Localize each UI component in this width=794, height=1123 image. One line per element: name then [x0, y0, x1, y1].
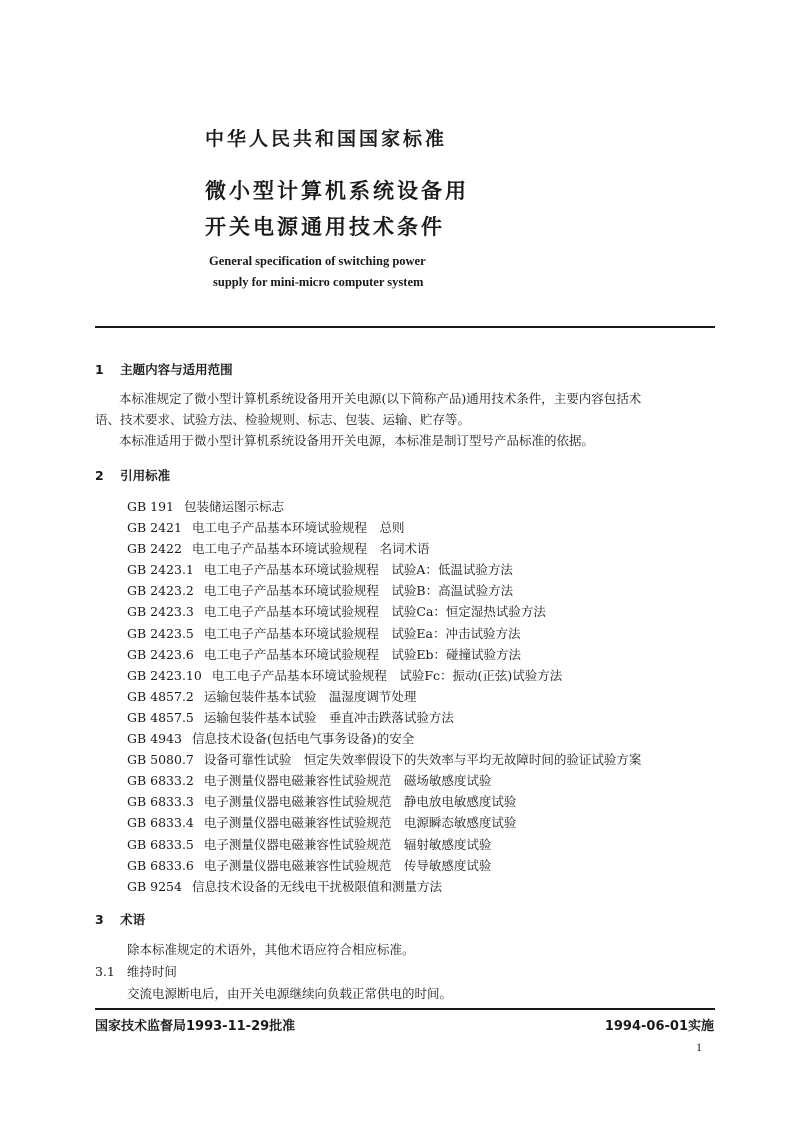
list-item — [127, 791, 641, 812]
ref-title: 电子测量仪器电磁兼容性试验规范 磁场敏感度试验 — [203, 773, 492, 789]
ref-code: GB 2423.5 — [127, 625, 194, 641]
approval-line: 国家技术监督局1993-11-29批准 — [95, 1019, 296, 1034]
section2-number: 2 — [95, 468, 104, 483]
ref-title: 电子测量仪器电磁兼容性试验规范 电源瞬态敏感度试验 — [203, 815, 517, 831]
section1-number: 1 — [95, 362, 104, 377]
section1-para1-line2: 语、技术要求、试验方法、检验规则、标志、包装、运输、贮存等。 — [95, 412, 471, 427]
page-number: 1 — [696, 1040, 702, 1054]
list-item — [127, 728, 641, 749]
section3-1-heading — [95, 962, 177, 982]
list-item — [127, 601, 641, 622]
header-divider — [95, 326, 715, 328]
section3-1-title: 维持时间 — [126, 964, 177, 979]
ref-code: GB 4857.2 — [127, 688, 194, 704]
ref-code: GB 6833.3 — [127, 794, 194, 810]
ref-code: GB 6833.2 — [127, 773, 194, 789]
list-item — [127, 559, 641, 580]
ref-title: 电子测量仪器电磁兼容性试验规范 静电放电敏感度试验 — [203, 794, 517, 810]
ref-title: 信息技术设备(包括电气事务设备)的安全 — [191, 731, 415, 747]
ref-code: GB 4943 — [127, 731, 182, 747]
section1-para1-line1: 本标准规定了微小型计算机系统设备用开关电源(以下简称产品)通用技术条件，主要内容包括术 — [119, 391, 642, 406]
list-item — [127, 665, 641, 686]
ref-title: 包装储运图示标志 — [184, 499, 285, 514]
ref-title: 电工电子产品基本环境试验规程 总则 — [191, 520, 405, 536]
list-item — [127, 517, 641, 538]
ref-title: 信息技术设备的无线电干扰极限值和测量方法 — [191, 878, 442, 894]
list-item — [127, 580, 641, 601]
implementation-line: 1994-06-01实施 — [604, 1019, 714, 1034]
ref-title: 运输包装件基本试验 垂直冲击跌落试验方法 — [203, 709, 454, 725]
title-en-line2: supply for mini-micro computer system — [213, 275, 424, 289]
ref-code: GB 6833.5 — [127, 836, 194, 852]
standard-type: 中华人民共和国国家标准 — [205, 128, 448, 150]
list-item — [127, 496, 641, 517]
section3-number: 3 — [95, 912, 104, 927]
section2-title: 引用标准 — [120, 468, 171, 483]
ref-title: 电工电子产品基本环境试验规程 试验B：高温试验方法 — [203, 583, 514, 599]
ref-title: 电工电子产品基本环境试验规程 名词术语 — [191, 541, 430, 557]
list-item — [127, 749, 641, 770]
ref-code: GB 6833.4 — [127, 815, 194, 831]
footer-divider — [95, 1008, 715, 1010]
reference-list — [127, 496, 641, 897]
ref-title: 电子测量仪器电磁兼容性试验规范 传导敏感度试验 — [203, 857, 492, 873]
ref-code: GB 9254 — [127, 878, 182, 894]
section3-1-text: 交流电源断电后，由开关电源继续向负载正常供电的时间。 — [127, 986, 453, 1001]
list-item — [127, 855, 641, 876]
list-item — [127, 707, 641, 728]
list-item — [127, 770, 641, 791]
ref-title: 电工电子产品基本环境试验规程 试验Ca：恒定湿热试验方法 — [203, 604, 546, 620]
ref-title: 电子测量仪器电磁兼容性试验规范 辐射敏感度试验 — [203, 836, 492, 852]
ref-code: GB 2423.10 — [127, 667, 202, 683]
list-item — [127, 538, 641, 559]
list-item — [127, 623, 641, 644]
ref-code: GB 2423.3 — [127, 604, 194, 620]
title-cn-line1: 微小型计算机系统设备用 — [205, 179, 469, 203]
ref-title: 设备可靠性试验 恒定失效率假设下的失效率与平均无故障时间的验证试验方案 — [203, 752, 642, 768]
ref-code: GB 2422 — [127, 541, 182, 557]
list-item — [127, 644, 641, 665]
list-item — [127, 812, 641, 833]
section3-heading — [95, 910, 145, 928]
section1-heading — [95, 360, 233, 378]
ref-code: GB 2423.1 — [127, 562, 194, 578]
ref-title: 运输包装件基本试验 温湿度调节处理 — [203, 688, 417, 704]
section3-1-number: 3.1 — [95, 964, 115, 979]
ref-code: GB 2423.6 — [127, 646, 194, 662]
ref-title: 电工电子产品基本环境试验规程 试验Ea：冲击试验方法 — [203, 625, 521, 641]
ref-title: 电工电子产品基本环境试验规程 试验A：低温试验方法 — [203, 562, 513, 578]
list-item — [127, 834, 641, 855]
section1-title: 主题内容与适用范围 — [120, 362, 233, 377]
ref-code: GB 2421 — [127, 520, 182, 536]
title-cn-line2: 开关电源通用技术条件 — [205, 215, 445, 239]
section2-heading — [95, 466, 170, 484]
ref-code: GB 6833.6 — [127, 857, 194, 873]
ref-code: GB 2423.2 — [127, 583, 194, 599]
ref-title: 电工电子产品基本环境试验规程 试验Eb：碰撞试验方法 — [203, 646, 522, 662]
ref-code: GB 4857.5 — [127, 709, 194, 725]
ref-title: 电工电子产品基本环境试验规程 试验Fc：振动(正弦)试验方法 — [211, 667, 563, 683]
section1-para2: 本标准适用于微小型计算机系统设备用开关电源，本标准是制订型号产品标准的依据。 — [119, 433, 595, 448]
section3-title: 术语 — [120, 912, 146, 927]
list-item — [127, 876, 641, 897]
ref-code: GB 5080.7 — [127, 752, 194, 768]
list-item — [127, 686, 641, 707]
section3-intro: 除本标准规定的术语外，其他术语应符合相应标准。 — [127, 942, 415, 957]
title-en-line1: General specification of switching power — [209, 254, 426, 268]
ref-code: GB 191 — [127, 499, 175, 514]
